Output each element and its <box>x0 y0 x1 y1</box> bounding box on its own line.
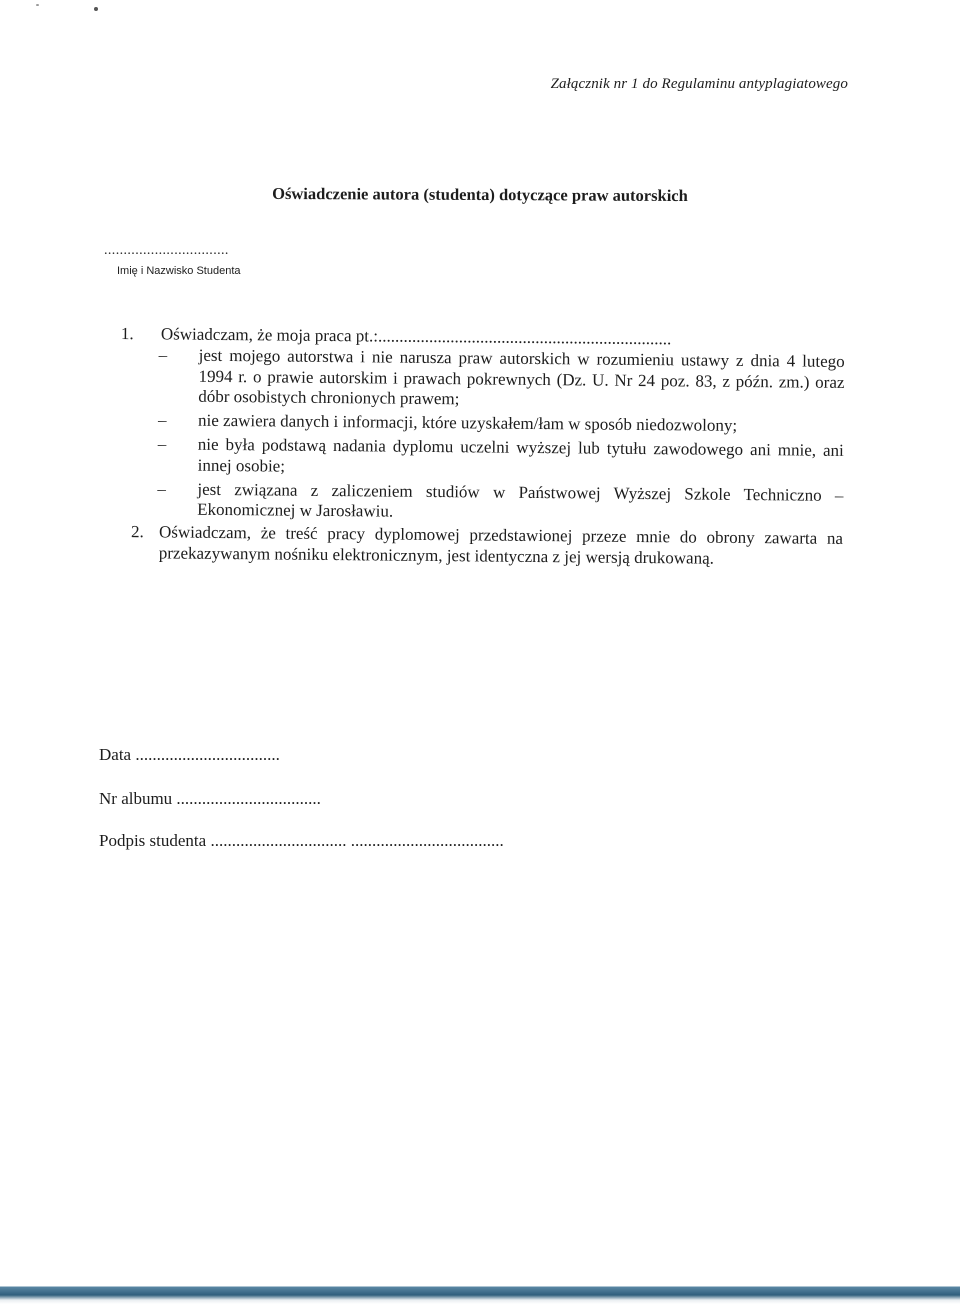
bullet-dash: – <box>158 345 168 365</box>
bullet-dash: – <box>157 478 167 499</box>
bullet-dash: – <box>157 434 167 454</box>
student-name-caption: Imię i Nazwisko Studenta <box>117 265 241 277</box>
bullet-text: jest mojego autorstwa i nie narusza praw autorskich w rozumieniu ustawy z dnia 4 lutego 1994 r. o prawie autorskim i prawach pokrewnych (Dz. U. Nr 24 poz. 83, z późn. zm.) oraz dóbr osobistych chronionych prawem; <box>198 345 845 409</box>
album-number-field: Nr albumu .................................. <box>99 789 321 808</box>
scan-speck <box>94 7 98 11</box>
student-signature-field: Podpis studenta ................................ .................................... <box>99 831 504 850</box>
bullet-text: nie była podstawą nadania dyplomu uczelni wyższej lub tytułu zawodowego ani mnie, ani innej osobie; <box>197 434 844 476</box>
item-number: 1. <box>120 324 134 344</box>
scan-edge-band <box>0 1284 960 1304</box>
bullet-text: nie zawiera danych i informacji, które uzyskałem/łam w sposób niedozwolony; <box>197 410 738 436</box>
date-field: Data .................................. <box>99 745 280 764</box>
declaration-body <box>119 324 845 571</box>
declaration-bullet <box>100 434 844 483</box>
bullet-dash: – <box>157 410 167 430</box>
document-title: Oświadczenie autora (studenta) dotyczące praw autorskich <box>272 183 688 206</box>
item-text: Oświadczam, że treść pracy dyplomowej przedstawionej przeze mnie do obrony zawarta na przekazywanym nośniku elektronicznym, jest identyczna z jej wersją drukowaną. <box>158 522 844 568</box>
attachment-note: Załącznik nr 1 do Regulaminu antyplagiatowego <box>550 76 848 92</box>
scan-speck <box>36 4 39 6</box>
student-name-block <box>104 243 241 277</box>
student-name-field: ................................ <box>104 243 229 258</box>
bullet-text: jest związana z zaliczeniem studiów w Państwowej Wyższej Szkole Techniczno – Ekonomicznej w Jarosławiu. <box>197 479 844 521</box>
declaration-bullet <box>99 478 843 527</box>
item-number: 2. <box>130 522 144 542</box>
declaration-item-2 <box>119 522 843 571</box>
declaration-bullet <box>100 410 844 438</box>
declaration-bullet <box>100 345 845 415</box>
item-lead-text: Oświadczam, że moja praca pt.:..................................................................... <box>160 324 672 349</box>
